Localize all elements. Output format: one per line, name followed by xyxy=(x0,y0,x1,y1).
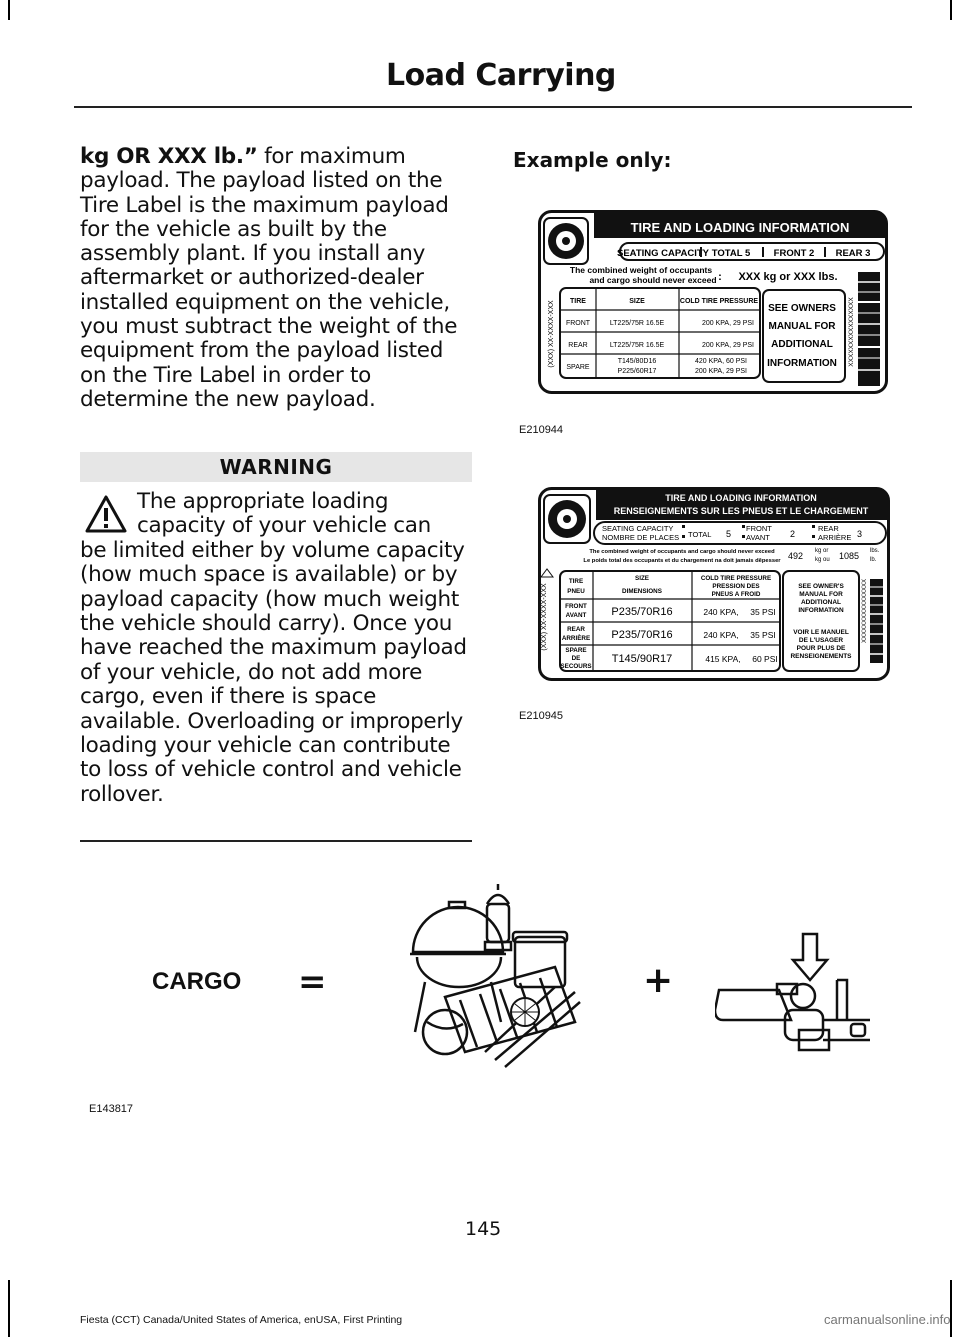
label1-side-code: (XXX) XX-XXXX-XXX xyxy=(548,300,555,368)
tire-label-bilingual xyxy=(538,487,890,682)
label2-see-1: SEE OWNER'S xyxy=(798,583,844,590)
label2-seat-2: NOMBRE DE PLACES xyxy=(602,533,680,542)
label2-h-tire-2: PNEU xyxy=(567,588,585,595)
label1-rear: REAR 3 xyxy=(835,248,871,259)
label1-front: FRONT 2 xyxy=(773,248,815,259)
label2-combined-fr: Le poids total des occupants et du chargement na doit jamais dêpesser xyxy=(583,558,781,564)
tire-icon xyxy=(544,218,588,264)
label2-kg-1: kg or xyxy=(815,548,829,554)
watermark: carmanualsonline.info xyxy=(824,1312,951,1327)
label2-voir-3: POUR PLUS DE xyxy=(796,645,846,652)
label2-front-value: 2 xyxy=(790,529,796,539)
label1-see-1: SEE OWNERS xyxy=(768,303,836,314)
label2-rear-value: 3 xyxy=(857,529,863,539)
hitch-load-illustration xyxy=(715,930,875,1065)
label1-side-code-2: XXXXXXXXXXXXXXXX xyxy=(848,297,855,367)
label2-side-code: (XXX) XX-XXXX-XXX xyxy=(541,583,548,651)
warning-line-1: The appropriate loading xyxy=(137,489,389,514)
label1-colon: : xyxy=(718,271,722,283)
label2-title-2: RENSEIGNEMENTS SUR LES PNEUS ET LE CHARGEMENT xyxy=(613,506,869,516)
warning-text xyxy=(80,490,475,807)
label2-total-label: TOTAL xyxy=(688,530,712,539)
footer xyxy=(80,1312,951,1327)
label2-h-size-2: DIMENSIONS xyxy=(622,588,662,595)
label2-see-2: MANUAL FOR xyxy=(799,591,843,598)
label2-title-1: TIRE AND LOADING INFORMATION xyxy=(665,493,817,503)
label1-r1-press: 200 KPA, 29 PSI xyxy=(701,320,755,327)
label1-h-size: SIZE xyxy=(629,298,645,305)
example-label: Example only: xyxy=(513,148,672,172)
label2-combined-en: The combined weight of occupants and cargo should never exceed xyxy=(589,549,775,555)
page-title: Load Carrying xyxy=(386,58,616,93)
label2-r1-a: FRONT xyxy=(565,603,587,610)
label1-r1-size: LT225/75R 16.5E xyxy=(609,320,665,327)
crop-mark xyxy=(950,0,952,20)
label1-combined-1: The combined weight of occupants xyxy=(569,265,713,275)
label2-lb-1: lbs. xyxy=(870,548,880,554)
label1-r2-size: LT225/75R 16.5E xyxy=(609,342,665,349)
label2-front-2: AVANT xyxy=(746,533,770,542)
warning-heading: WARNING xyxy=(80,452,472,482)
label2-front-1: FRONT xyxy=(746,524,772,533)
label2-r3-psi: 60 PSI xyxy=(752,654,778,664)
label2-r1-kpa: 240 KPA, xyxy=(703,607,739,617)
label2-total-value: 5 xyxy=(726,529,732,539)
label1-r3-tire: SPARE xyxy=(566,364,590,371)
body-paragraph xyxy=(80,145,475,412)
label2-seat-1: SEATING CAPACITY xyxy=(602,524,674,533)
label1-r3-size1: T145/80D16 xyxy=(617,358,657,365)
page-number: 145 xyxy=(465,1218,502,1240)
label2-barcode xyxy=(870,579,883,663)
label2-voir-1: VOIR LE MANUEL xyxy=(793,629,849,636)
label1-r3-press2: 200 KPA, 29 PSI xyxy=(694,368,748,375)
label2-kg-2: kg ou xyxy=(815,557,830,563)
label1-h-tire: TIRE xyxy=(570,298,586,305)
label2-lb-2: lb. xyxy=(870,557,877,563)
label2-h-press-3: PNEUS A FROID xyxy=(711,591,761,598)
label1-title: TIRE AND LOADING INFORMATION xyxy=(630,220,850,235)
label2-h-tire-1: TIRE xyxy=(568,578,584,585)
tire-icon xyxy=(544,495,590,543)
label2-side-code-2: XXXXXXXXXXXXXXXX xyxy=(862,578,868,644)
label2-r1-b: AVANT xyxy=(565,612,587,619)
label1-table xyxy=(560,288,760,378)
warning-body: be limited either by volume capacity (how much space is available) or by payload capacity (how much weight the vehicle should carry). Once you have reached the maximum payload of your vehicle, do not add more cargo, even if there is space available. Overloading or improperly loading your vehicle can contribute to loss of vehicle control and vehicle rollover. xyxy=(80,537,467,807)
label2-see-3: ADDITIONAL xyxy=(800,599,842,606)
crop-mark xyxy=(8,1280,10,1337)
label2-r2-b: ARRIÈRE xyxy=(561,635,591,642)
label2-rear-2: ARRIÈRE xyxy=(818,533,852,542)
label2-r3-c: SECOURS xyxy=(560,663,592,670)
label2-r2-kpa: 240 KPA, xyxy=(703,630,739,640)
label2-r1-size: P235/70R16 xyxy=(611,606,673,618)
label2-r3-size: T145/90R17 xyxy=(611,653,673,665)
figure-code-2: E210945 xyxy=(519,710,564,722)
figure-code-1: E210944 xyxy=(519,424,564,436)
intro-bold-text: kg OR XXX lb.” xyxy=(80,144,258,169)
cargo-label: CARGO xyxy=(152,968,242,995)
label2-r3-b: DE xyxy=(571,655,581,662)
figure-code-3: E143817 xyxy=(89,1103,134,1115)
label1-r3-size2: P225/60R17 xyxy=(617,368,657,375)
plus-sign: + xyxy=(643,960,674,1001)
label2-rear-1: REAR xyxy=(818,524,839,533)
label1-r1-tire: FRONT xyxy=(565,320,591,327)
label2-h-press-1: COLD TIRE PRESSURE xyxy=(700,575,772,582)
label2-kg-value: 492 xyxy=(788,551,804,561)
header-divider xyxy=(74,106,912,108)
label1-h-pressure: COLD TIRE PRESSURE xyxy=(679,298,759,305)
label1-see-3: ADDITIONAL xyxy=(771,339,833,350)
label2-r2-a: REAR xyxy=(567,626,585,633)
label1-r2-press: 200 KPA, 29 PSI xyxy=(701,342,755,349)
equals-sign: = xyxy=(298,962,327,1002)
camping-gear-illustration xyxy=(405,882,590,1072)
label2-lb-value: 1085 xyxy=(839,551,860,561)
warning-divider xyxy=(80,840,472,842)
label1-see-2: MANUAL FOR xyxy=(768,321,836,332)
label2-r3-kpa: 415 KPA, xyxy=(705,654,741,664)
label1-total: TOTAL 5 xyxy=(711,248,751,259)
label2-r2-psi: 35 PSI xyxy=(750,630,776,640)
label2-r1-psi: 35 PSI xyxy=(750,607,776,617)
label2-voir-2: DE L'USAGER xyxy=(798,637,844,644)
label2-voir-4: RENSEIGNEMENTS xyxy=(790,653,852,660)
tire-label-english xyxy=(538,210,888,395)
label2-h-size-1: SIZE xyxy=(635,575,649,582)
label2-table xyxy=(560,571,780,671)
label2-r3-a: SPARE xyxy=(565,647,587,654)
label1-barcode xyxy=(858,272,880,386)
intro-text: for maximum payload. The payload listed on the Tire Label is the maximum payload for the vehicle as built by the assembly plant. If you install any aftermarket or authorized-dealer installed equipment on the vehicle, you must subtract the weight of the equipment from the payload listed on the Tire Label in order to determine the new payload. xyxy=(80,144,458,412)
label2-see-4: INFORMATION xyxy=(798,607,844,614)
footer-text: Fiesta (CCT) Canada/United States of America, enUSA, First Printing xyxy=(80,1314,403,1326)
label1-weight: XXX kg or XXX lbs. xyxy=(738,271,838,283)
label2-h-press-2: PRESSION DES xyxy=(712,583,760,590)
label1-combined-2: and cargo should never exceed xyxy=(589,275,717,285)
warning-line-2: capacity of your vehicle can xyxy=(137,513,431,539)
crop-mark xyxy=(8,0,10,20)
label1-seating: SEATING CAPACITY xyxy=(616,248,710,259)
label2-r2-size: P235/70R16 xyxy=(611,629,673,641)
label1-see-4: INFORMATION xyxy=(767,358,837,369)
label1-r3-press1: 420 KPA, 60 PSI xyxy=(694,358,748,365)
label1-r2-tire: REAR xyxy=(568,342,588,349)
crop-mark xyxy=(950,1280,952,1337)
